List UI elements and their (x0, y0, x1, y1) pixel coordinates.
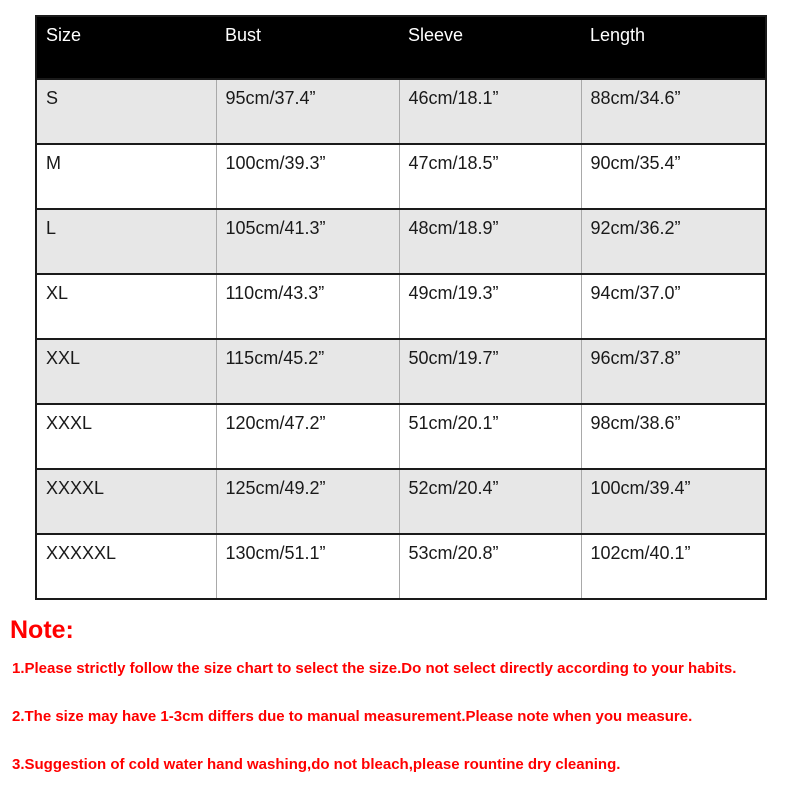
length-cell: 88cm/34.6” (581, 79, 766, 144)
length-cell: 98cm/38.6” (581, 404, 766, 469)
table-row (36, 144, 766, 209)
table-row (36, 209, 766, 274)
bust-cell: 130cm/51.1” (216, 534, 399, 599)
size-cell: XXXL (36, 404, 216, 469)
size-chart-page (0, 15, 800, 800)
size-cell: XXXXXL (36, 534, 216, 599)
column-header-bust: Bust (216, 16, 399, 79)
note-item-1: 1.Please strictly follow the size chart to select the size.Do not select directly according to your habits. (12, 659, 737, 677)
size-cell: XXL (36, 339, 216, 404)
bust-cell: 125cm/49.2” (216, 469, 399, 534)
bust-cell: 120cm/47.2” (216, 404, 399, 469)
table-row (36, 339, 766, 404)
bust-cell: 105cm/41.3” (216, 209, 399, 274)
column-header-length: Length (581, 16, 766, 79)
note-item-2: 2.The size may have 1-3cm differs due to manual measurement.Please note when you measure. (12, 707, 693, 725)
table-row (36, 469, 766, 534)
note-item-3: 3.Suggestion of cold water hand washing,do not bleach,please rountine dry cleaning. (12, 755, 621, 773)
length-cell: 96cm/37.8” (581, 339, 766, 404)
sleeve-cell: 50cm/19.7” (399, 339, 581, 404)
length-cell: 102cm/40.1” (581, 534, 766, 599)
sleeve-cell: 49cm/19.3” (399, 274, 581, 339)
notes-section (10, 616, 800, 774)
size-cell: S (36, 79, 216, 144)
length-cell: 100cm/39.4” (581, 469, 766, 534)
notes-title: Note: (10, 616, 74, 644)
sleeve-cell: 48cm/18.9” (399, 209, 581, 274)
table-row (36, 274, 766, 339)
table-header-row (36, 16, 766, 79)
table-row (36, 404, 766, 469)
bust-cell: 115cm/45.2” (216, 339, 399, 404)
length-cell: 92cm/36.2” (581, 209, 766, 274)
bust-cell: 95cm/37.4” (216, 79, 399, 144)
sleeve-cell: 53cm/20.8” (399, 534, 581, 599)
length-cell: 90cm/35.4” (581, 144, 766, 209)
table-row (36, 79, 766, 144)
length-cell: 94cm/37.0” (581, 274, 766, 339)
bust-cell: 110cm/43.3” (216, 274, 399, 339)
column-header-sleeve: Sleeve (399, 16, 581, 79)
size-cell: L (36, 209, 216, 274)
sleeve-cell: 47cm/18.5” (399, 144, 581, 209)
sleeve-cell: 51cm/20.1” (399, 404, 581, 469)
size-chart-table (35, 15, 767, 600)
size-cell: XL (36, 274, 216, 339)
size-cell: XXXXL (36, 469, 216, 534)
column-header-size: Size (36, 16, 216, 79)
sleeve-cell: 46cm/18.1” (399, 79, 581, 144)
size-cell: M (36, 144, 216, 209)
table-row (36, 534, 766, 599)
bust-cell: 100cm/39.3” (216, 144, 399, 209)
sleeve-cell: 52cm/20.4” (399, 469, 581, 534)
